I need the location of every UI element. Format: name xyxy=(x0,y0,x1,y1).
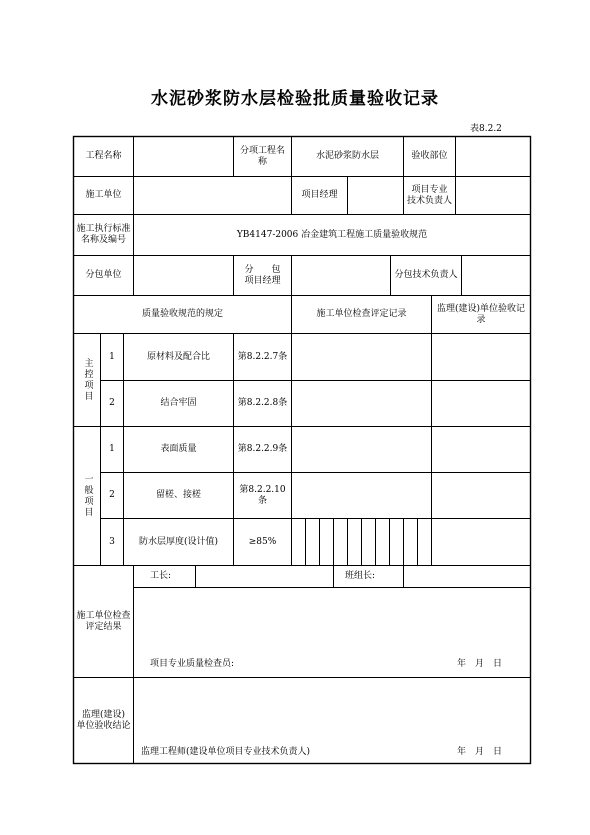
acceptance-part-label: 验收部位 xyxy=(411,151,448,161)
main-item-no: 1 xyxy=(109,351,115,362)
sub-project-label: 分项工程名 称 xyxy=(239,145,285,167)
supervision-header: 监理(建设)单位验收记 录 xyxy=(436,303,526,325)
team-leader-label: 班组长: xyxy=(345,571,376,581)
main-item-no: 2 xyxy=(109,398,115,408)
sub-tech-lead-field[interactable] xyxy=(462,256,530,295)
general-item-no: 2 xyxy=(109,490,115,500)
check-record-header: 施工单位检查评定记录 xyxy=(316,309,407,319)
general-item-name: 表面质量 xyxy=(160,444,197,454)
main-item-name: 原材料及配合比 xyxy=(146,351,210,362)
tech-lead-field[interactable] xyxy=(456,177,530,214)
constructor-date-label: 年 月 日 xyxy=(457,658,503,669)
supervision-engineer-label: 监理工程师(建设单位项目专业技术负责人) xyxy=(141,746,311,757)
acceptance-part-field[interactable] xyxy=(456,137,530,176)
foreman-field[interactable] xyxy=(196,566,333,587)
standard-value: YB4147-2006 冶金建筑工程施工质量验收规范 xyxy=(236,229,428,240)
main-item-clause: 第8.2.2.8条 xyxy=(237,398,288,408)
project-manager-field[interactable] xyxy=(348,177,403,214)
project-name-label: 工程名称 xyxy=(85,151,122,161)
general-item-no: 1 xyxy=(109,444,115,454)
general-item-clause: ≥85% xyxy=(248,536,277,547)
sub-manager-label: 分 包 项目经理 xyxy=(244,264,281,286)
quality-inspector-label: 项目专业质量检查员: xyxy=(150,658,235,669)
general-item-clause: 第8.2.2.9条 xyxy=(237,444,288,454)
supervision-conclusion-label: 监理(建设) 单位验收结论 xyxy=(76,709,131,731)
spec-header: 质量验收规范的规定 xyxy=(141,309,223,319)
standard-label: 施工执行标准 名称及编号 xyxy=(76,224,131,245)
sub-tech-lead-label: 分包技术负责人 xyxy=(394,270,458,280)
general-item-clause: 第8.2.2.10 条 xyxy=(239,484,286,506)
main-items-label: 主控项目 xyxy=(82,358,93,402)
form-code: 表8.2.2 xyxy=(470,124,502,134)
general-item-name: 留槎、接槎 xyxy=(155,490,201,500)
foreman-label: 工长: xyxy=(150,571,172,581)
general-items-label: 一般项目 xyxy=(82,474,93,518)
supervision-date-label: 年 月 日 xyxy=(457,746,503,757)
subcontractor-field[interactable] xyxy=(134,256,233,295)
project-name-field[interactable] xyxy=(134,137,233,176)
project-manager-label: 项目经理 xyxy=(301,190,338,200)
constructor-check-label: 施工单位检查 评定结果 xyxy=(76,610,131,632)
tech-lead-label: 项目专业 技术负责人 xyxy=(406,184,452,206)
main-item-clause: 第8.2.2.7条 xyxy=(237,351,288,362)
main-item-name: 结合牢固 xyxy=(160,398,197,408)
general-item-no: 3 xyxy=(109,536,115,547)
general-item-name: 防水层厚度(设计值) xyxy=(138,536,219,547)
constructor-field[interactable] xyxy=(134,177,291,214)
page-title: 水泥砂浆防水层检验批质量验收记录 xyxy=(151,89,439,109)
sub-project-value: 水泥砂浆防水层 xyxy=(315,151,379,161)
constructor-label: 施工单位 xyxy=(85,190,122,200)
subcontractor-label: 分包单位 xyxy=(85,270,122,280)
team-leader-field[interactable] xyxy=(404,566,530,587)
sub-manager-field[interactable] xyxy=(292,256,390,295)
